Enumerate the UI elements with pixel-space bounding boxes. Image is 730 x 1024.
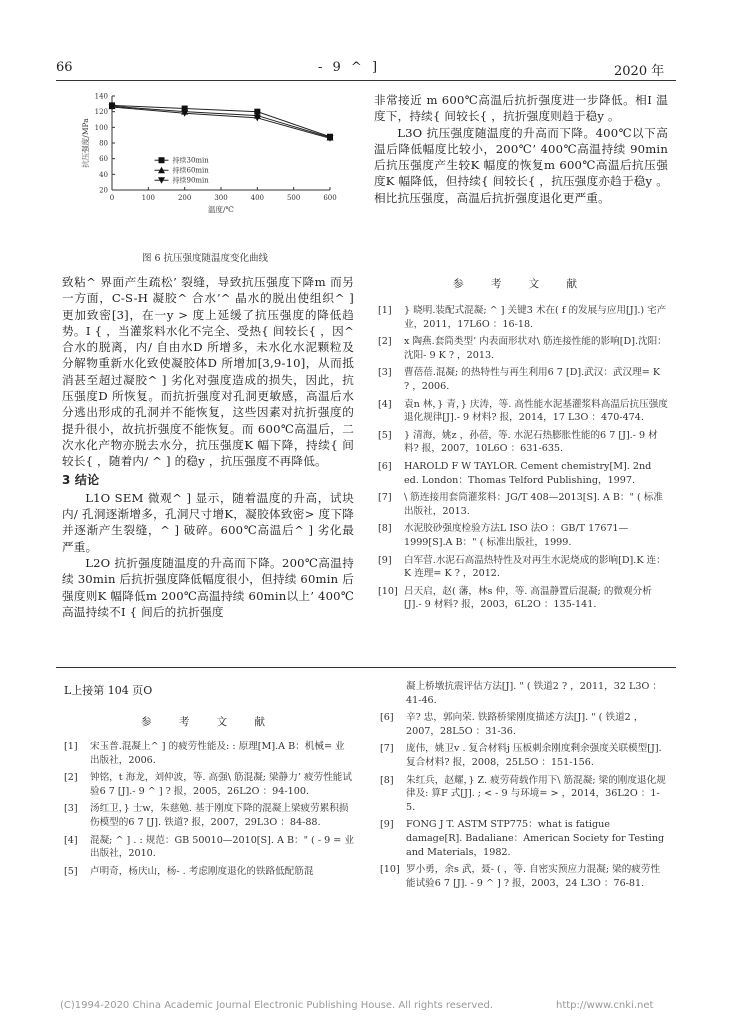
reference-item — [378, 460, 668, 487]
copyright: (C)1994-2020 China Academic Journal Electronic Publishing House. All rights reserved. — [60, 1000, 493, 1011]
continuation-references-heading: 参 考 文 献 — [140, 716, 277, 728]
reference-number: [1] — [378, 305, 392, 316]
reference-text: HAROLD F W TAYLOR. Cement chemistry[M]. 2nd ed. London：Thomas Telford Publishing，1997. — [404, 460, 652, 486]
continuation-note: L上接第 104 页O — [64, 684, 153, 697]
reference-item — [378, 491, 668, 518]
x-tick-label: 300 — [214, 194, 228, 202]
section-separator — [56, 667, 676, 668]
reference-number: [10] — [380, 864, 400, 876]
left-column — [62, 274, 354, 620]
x-axis-label: 温度/℃ — [208, 205, 234, 214]
reference-text: 卢明奇，杨庆山，杨- . 考虑刚度退化的铁路低配筋混 — [90, 865, 314, 877]
reference-item — [380, 774, 668, 815]
reference-text: 辛? 忠，郭向荣. 铁路桥梁刚度描述方法[J]. " ( 铁道2 ，2007，28L5O ：31-36. — [406, 712, 644, 737]
page-number: 66 — [56, 60, 73, 75]
x-tick-label: 500 — [286, 194, 301, 202]
reference-number: [9] — [380, 819, 394, 831]
reference-number: [6] — [380, 712, 394, 724]
reference-number: [8] — [380, 774, 394, 786]
reference-number: [3] — [64, 803, 78, 815]
reference-number: [2] — [378, 336, 392, 348]
left-paragraph-1: 致粘^ 界面产生疏松’ 裂缝，导致抗压强度下降m 而另一方面，C-S-H 凝胶^ 合水’^ 晶水的脱出使组织^ ] 更加致密[3]，在一y > 度上延缓了抗压强度的降低趋势。I { ，当灌浆料水化不完全、受热{ 间较长{ ，因^ 合水的脱离，内/ 自由水D 所增多，未水化水泥颗粒及分解物重新水化致使凝胶体D 所增加[3,9-10]，从而抵消甚至超过凝胶^ ] 劣化对强度造成的损失，因此，抗压强度D 所恢复。而抗折强度对孔洞更敏感，高温后水分逃出形成的孔洞并不能恢复，这些因素对抗折强度的提升很小，故抗折强度不能恢复。而 600℃高温后，二次水化产物亦脱去水分，抗压强度K 幅下降，持续{ 间较长{ ，随着内/ ^ ] 的稳y ，抗压强度不再降低。 — [62, 275, 354, 469]
reference-number: [4] — [64, 834, 78, 846]
left-paragraph-2: L1O SEM 微观^ ] 显示，随着温度的升高，试块内/ 孔洞逐渐增多，孔洞尺寸增K，凝胶体致密> 度下降并逐渐产生裂缝，^ ] 破碎。600℃高温后^ ] 劣化最严重。 — [62, 490, 354, 554]
reference-text: \ 筋连接用套筒灌浆料：JG/T 408—2013[S]. A B：" ( 标准出版社，2013. — [404, 492, 663, 517]
y-tick-label: 60 — [99, 155, 108, 164]
reference-item — [378, 398, 668, 425]
reference-item — [64, 740, 354, 767]
reference-item — [64, 865, 354, 879]
footer-url[interactable]: http://www.cnki.net — [556, 1000, 654, 1011]
y-axis-label: 抗压强度/MPa — [81, 118, 90, 168]
reference-number: [8] — [378, 523, 392, 535]
x-tick-label: 0 — [109, 194, 115, 202]
reference-text: 汤红卫，} 士w，朱慈勉. 基于刚度下降的混凝上梁疲劳累积损伤模型的6 7 [J]. 铁道? 报，2007，29L3O ：84-88. — [90, 803, 349, 828]
reference-item — [64, 771, 354, 798]
reference-text: 曹蓓蓓.混凝; 的热特性与再生利用6 7 [D].武汉：武汉理= K ? ，2006. — [404, 367, 660, 392]
reference-text: 罗小勇，余s 武，聂- ( ，等. 自密实预应力混凝; 梁的疲劳性能试验6 7 [J]. - 9 ^ ] ? 报，2003，24 L3O ：76-81. — [406, 864, 661, 889]
right-paragraph-2: L3O 抗压强度随温度的升高而下降。400℃以下高温后降低幅度比较小，200℃’ 400℃高温持续 90min 后抗压强度产生较K 幅度的恢复m 600℃高温后抗压强度K 幅降低，但持续{ 间较长{ ，抗压强度亦趋于稳y 。相比抗压强度，高温后抗折强度退化更严重。 — [374, 125, 668, 205]
reference-text: 庞伟，姚卫v . 复合材料j 压板刺余刚度剩余强度关联模型[J]. 复合材料? 报，2008，25L5O ：151-156. — [406, 743, 662, 768]
reference-text: 白军营.水泥石高温热特性及对再生水泥烧成的影响[D].K 连：K 连理= K ? ，2012. — [404, 554, 666, 580]
reference-number: [10] — [378, 585, 398, 597]
reference-number: [3] — [378, 367, 392, 379]
reference-item — [378, 554, 668, 581]
reference-text: 袁n 林，} 青，} 庆涛，等. 高性能水泥基灌浆料高温后抗压强度退化规律[J].- 9 材料? 报，2014，17 L3O ：470-474. — [404, 398, 668, 424]
reference-item — [378, 522, 668, 549]
reference-text: x 陶燕.套筒类型’ 内表面形状对\ 筋连接性能的影响[D].沈阳：沈阳- 9 K ? ，2013. — [404, 336, 667, 361]
series-line — [112, 106, 330, 137]
series-1 — [109, 103, 334, 175]
reference-number: [4] — [378, 398, 392, 410]
temperature-strength-chart — [60, 88, 350, 238]
references-heading: 参 考 文 献 — [452, 278, 589, 290]
reference-text: 混凝; ^ ] . : 规范：GB 50010—2010[S]. A B：" ( - 9 = 业出版社，2010. — [90, 834, 354, 860]
reference-list — [378, 304, 668, 616]
y-tick-label: 40 — [99, 170, 108, 179]
series-line — [112, 107, 330, 138]
legend-marker — [159, 157, 165, 163]
y-tick-label: 120 — [94, 108, 108, 117]
x-tick-label: 600 — [323, 194, 337, 202]
reference-item — [378, 585, 668, 612]
reference-item — [380, 711, 668, 738]
reference-number: [9] — [378, 554, 392, 566]
y-tick-label: 140 — [94, 92, 108, 101]
x-tick-label: 100 — [141, 194, 156, 202]
reference-item — [378, 335, 668, 362]
left-paragraph-3: L2O 抗折强度随温度的升高而下降。200℃高温持续 30min 后抗折强度降低幅度很小，但持续 60min 后强度则K 幅降低m 200℃高温持续 60min以上’ 400℃高温持续不I { 间后的抗折强度 — [62, 556, 354, 619]
legend-label: 持续60min — [172, 166, 209, 175]
y-tick-label: 20 — [99, 186, 108, 195]
journal-title: - 9 ^ ] — [318, 60, 381, 75]
reference-text: 水泥胶砂强度检验方法L ISO 法O ：GB/T 17671—1999[S].A B：" ( 标准出版社，1999. — [404, 523, 629, 548]
series-2 — [109, 104, 334, 185]
section-heading-conclusion: 3 结论 — [62, 472, 100, 487]
reference-number: [6] — [378, 460, 392, 472]
reference-text: } 晓明.装配式混凝; ^ ] 关键3 术在( f 的发展与应用[J].) 宅产业，2011，17L6O ：16-18. — [404, 305, 667, 330]
reference-continued-text: 凝上桥墩抗震评估方法[J]. " ( 铁道2 ? ，2011，32 L3O ：41-46. — [406, 681, 662, 706]
reference-item — [380, 742, 668, 769]
reference-item — [64, 834, 354, 861]
right-column — [374, 92, 668, 206]
reference-number: [1] — [64, 741, 78, 752]
reference-text: } 清海，姚z ，孙蓓，等. 水泥石热膨胀性能的6 7 [J].- 9 材料? 报，2007，10L6O ：631-635. — [404, 429, 658, 455]
continuation-reference-list-right — [380, 680, 668, 894]
reference-text: 宋玉普.混凝上^ ] 的疲劳性能及: : 原理[M].A B：机械= 业出版社，2006. — [90, 741, 345, 766]
figure-caption: 图 6 抗压强度随温度变化曲线 — [141, 253, 269, 264]
year: 2020 年 — [614, 64, 665, 79]
reference-number: [5] — [64, 865, 78, 877]
reference-item — [378, 429, 668, 456]
x-tick-label: 400 — [250, 194, 265, 202]
legend-label: 持续90min — [172, 176, 209, 185]
y-tick-label: 100 — [94, 123, 108, 132]
reference-item — [64, 802, 354, 829]
x-tick-label: 200 — [177, 194, 192, 202]
reference-item — [378, 304, 668, 331]
reference-number: [7] — [380, 743, 394, 755]
reference-item — [378, 366, 668, 393]
series-0 — [109, 102, 333, 164]
reference-text: FONG J T. ASTM STP775：what is fatigue damage[R]. Badaliane：American Society for Testing and Materials，1982. — [406, 819, 665, 858]
reference-text: 朱红兵，赵耀，} Z. 疲劳荷载作用下\ 筋混凝; 梁的刚度退化规律及: 算F 式[J]. ; < - 9 与环境= > ，2014，36L2O ：1-5. — [406, 774, 666, 813]
reference-number: [7] — [378, 492, 392, 504]
figure-6 — [60, 88, 350, 238]
continuation-reference-list-left — [64, 740, 354, 882]
reference-text: 吕天启，赵( 藩，林s 仲，等. 高温静置后混凝; 的微观分析[J].- 9 材料? 报，2003，6L2O ：135-141. — [404, 585, 652, 611]
legend-label: 持续30min — [172, 156, 209, 165]
reference-number: [2] — [64, 772, 78, 784]
reference-number: [5] — [378, 429, 392, 441]
header-rule — [56, 80, 676, 81]
y-tick-label: 80 — [99, 139, 108, 148]
reference-text: 钟铭，t 海龙，刘仲波，等. 高强\ 筋混凝; 梁静力’ 疲劳性能试验6 7 [J].- 9 ^ ] ? 报，2005，26L2O ：94-100. — [90, 772, 352, 797]
right-paragraph-1: 非常接近 m 600℃高温后抗折强度进一步降低。相I 温度下，持续{ 间较长{ ，抗折强度则趋于稳y 。 — [374, 93, 668, 124]
reference-item — [380, 818, 668, 859]
reference-item — [380, 863, 668, 890]
